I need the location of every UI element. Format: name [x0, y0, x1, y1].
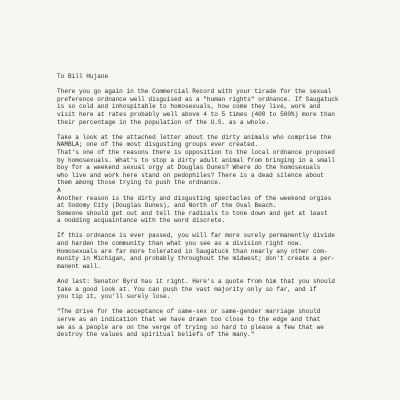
text-line: There you go again in the Commercial Record with your tirade for the sexual	[57, 88, 332, 96]
text-line: Take a look at the attached letter about the dirty animals who comprise the	[57, 133, 332, 141]
text-line: "The drive for the acceptance of same-sex or same-gender marriage should	[57, 308, 321, 316]
text-line: That's one of the reasons there is opposition to the local ordnance proposed	[57, 148, 335, 156]
text-line: their percentage in the population of the U.S. as a whole.	[57, 118, 270, 126]
paragraph-1	[57, 88, 380, 126]
text-line: and harden the community than what you see as a division right now.	[57, 240, 303, 248]
text-line: NAMBLA; one of the most disgusting groups ever created.	[57, 141, 259, 149]
text-line: visit here at rates probably well above 4 to 5 times (400 to 500%) more than	[57, 110, 335, 118]
text-line: who live and work here stand on pedophiles? There is a dead silence about	[57, 171, 324, 179]
text-line: And last: Senator Byrd has it right. Here's a quote from him that you should	[57, 278, 335, 286]
text-line: you tip it, you'll surely lose.	[57, 293, 171, 301]
text-line: preference ordnance well disguised as a "human rights" ordnance. If Saugatuck	[57, 95, 339, 103]
letter-body	[57, 73, 380, 339]
text-line: a nodding acquaintance with the word discrete.	[57, 217, 226, 225]
text-line: is so cold and inhospitable to homosexuals, how come they live, work and	[57, 103, 321, 111]
text-line: serve as an indication that we have drawn too close to the edge and that	[57, 316, 321, 323]
text-line: boy for a weekend sexual orgy at Douglas Dunes? Where do the homosexuals	[57, 164, 321, 172]
text-line: A	[57, 186, 61, 194]
paragraph-4	[57, 278, 380, 301]
text-line: take a good look at. You can push the vast majority only so far, and if	[57, 285, 317, 293]
text-line: Another reason is the dirty and disgusting spectacles of the weekend orgies	[57, 194, 332, 202]
quotation	[57, 308, 380, 338]
text-line: manent wall.	[57, 262, 101, 270]
text-line: them among those trying to push the ordnance.	[57, 179, 222, 187]
text-line: at Sodomy City (Douglas Dunes), and North of the Oval Beach.	[57, 202, 277, 210]
text-line: If this ordnance is ever passed, you will far more surely permanently divide	[57, 232, 335, 240]
paragraph-2	[57, 134, 380, 225]
text-line: munity in Michigan, and probably throughout the midwest; don't create a per-	[57, 255, 335, 263]
text-line: by homosexuals. What's to stop a dirty adult animal from bringing in a small	[57, 156, 335, 164]
salutation: To Bill Hujane	[57, 73, 109, 80]
paragraph-3	[57, 232, 380, 270]
text-line: Homosexuals are far more tolerated in Saugatuck than nearly any other com-	[57, 247, 328, 255]
text-line: we as a people are on the verge of trying so hard to please a few that we	[57, 323, 324, 331]
text-line: destroy the values and spiritual beliefs of the many."	[57, 331, 255, 339]
text-line: Someone should get out and tell the radicals to tone down and get at least	[57, 209, 328, 217]
